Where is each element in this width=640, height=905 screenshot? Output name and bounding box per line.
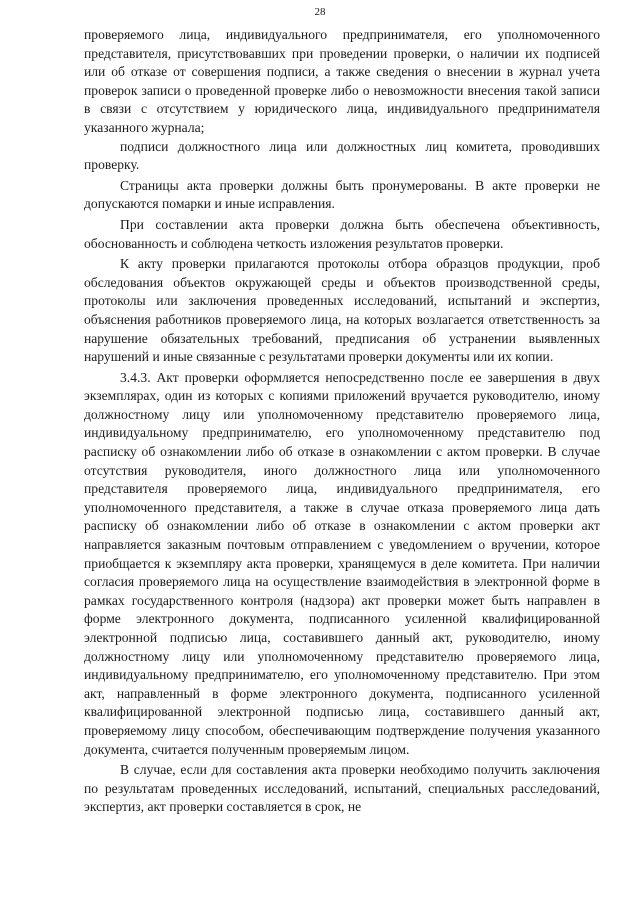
- paragraph-objectivity: При составлении акта проверки должна быть обеспечена объективность, обоснованность и соблюдена четкость изложения результатов проверки.: [84, 216, 600, 251]
- page-number: 28: [314, 6, 326, 18]
- paragraph-journal-info: проверяемого лица, индивидуального предпринимателя, его уполномоченного представителя, присутствовавших при проведении проверки, о наличии их подписей или об отказе от совершения подписи, а также сведения о внесении в журнал учета проверок записи о проведенной проверке либо о невозможности внесения такой записи в связи с отсутствием у юридического лица, индивидуального предпринимателя указанного журнала;: [84, 27, 600, 135]
- paragraph-attachments: К акту проверки прилагаются протоколы отбора образцов продукции, проб обследования объектов окружающей среды и объектов производственной среды, протоколы или заключения проведенных исследований, испытаний и экспертиз, объяснения работников проверяемого лица, на которых возлагается ответственность за нарушение обязательных требований, предписания об устранении выявленных нарушений и иные связанные с результатами проверки документы или их копии.: [84, 256, 600, 365]
- paragraph-signatures: подписи должностного лица или должностных лиц комитета, проводивших проверку.: [84, 138, 600, 173]
- paragraph-expert-conclusions: В случае, если для составления акта проверки необходимо получить заключения по результатам проведенных исследований, испытаний, специальных расследований, экспертиз, акт проверки составляется в срок, не: [84, 762, 600, 815]
- paragraph-section-3-4-3: 3.4.3. Акт проверки оформляется непосредственно после ее завершения в двух экземплярах, один из которых с копиями приложений вручается руководителю, иному должностному лицу или уполномоченному представителю проверяемого лица, индивидуальному предпринимателю, его уполномоченному представителю под расписку об ознакомлении либо об отказе в ознакомлении с актом проверки. В случае отсутствия руководителя, иного должностного лица или уполномоченного представителя проверяемого лица, индивидуального предпринимателя, его уполномоченного представителя, а также в случае отказа проверяемого лица дать расписку об ознакомлении либо об отказе в ознакомлении с актом проверки акт направляется заказным почтовым отправлением с уведомлением о вручении, которое приобщается к экземпляру акта проверки, хранящемуся в деле комитета. При наличии согласия проверяемого лица на осуществление взаимодействия в электронной форме в рамках государственного контроля (надзора) акт проверки может быть направлен в форме электронного документа, подписанного усиленной квалифицированной электронной подписью лица, составившего данный акт, руководителю, иному должностному лицу или уполномоченному представителю проверяемого лица, индивидуальному предпринимателю, его уполномоченному представителю. При этом акт, направленный в форме электронного документа, подписанного усиленной квалифицированной электронной подписью лица, составившего данный акт, проверяемому лицу способом, обеспечивающим подтверждение получения указанного документа, считается полученным проверяемым лицом.: [84, 369, 600, 757]
- paragraph-page-numbering: Страницы акта проверки должны быть пронумерованы. В акте проверки не допускаются помарки и иные исправления.: [84, 177, 600, 212]
- document-body: [84, 26, 600, 817]
